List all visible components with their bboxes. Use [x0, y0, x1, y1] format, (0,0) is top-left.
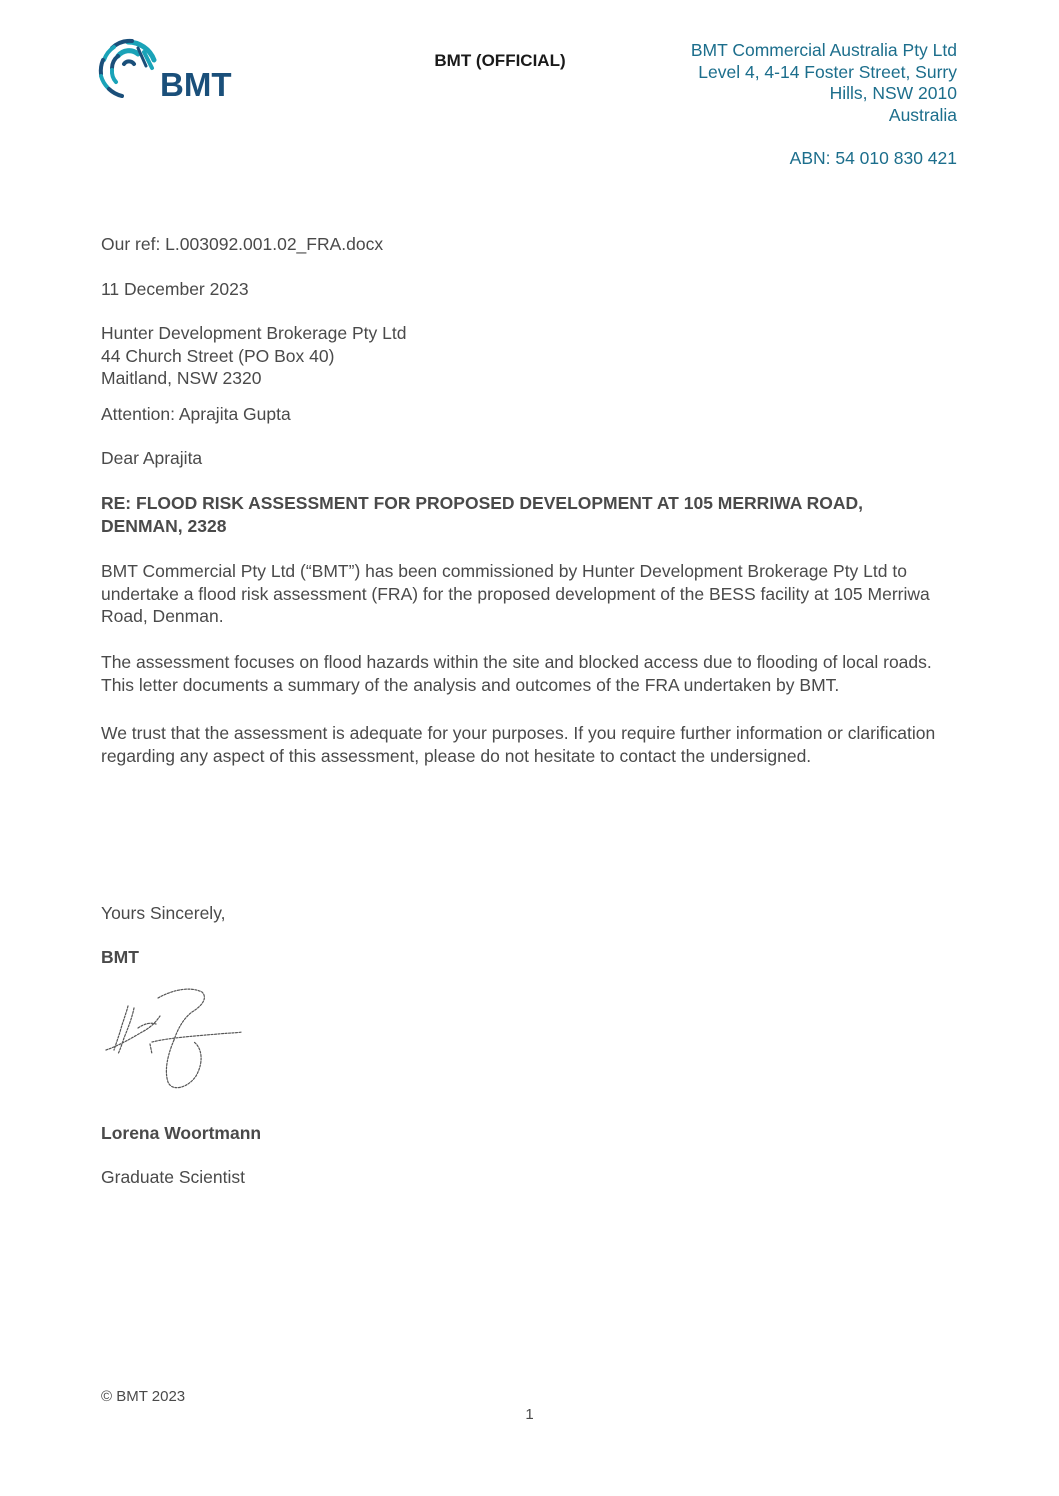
- address-line: Australia: [888, 104, 957, 125]
- body-paragraph-1: BMT Commercial Pty Ltd (“BMT”) has been commissioned by Hunter Development Brokerage Pty Ltd to undertake a flood risk assessment (FRA) for the proposed development of the BESS facility at 105 Merriwa Road, Denman.: [101, 561, 930, 626]
- handwritten-signature: [98, 988, 248, 1096]
- closing: Yours Sincerely,: [101, 903, 226, 923]
- signing-company: BMT: [101, 947, 139, 967]
- salutation: Dear Aprajita: [101, 448, 203, 468]
- address-line: BMT Commercial Australia Pty Ltd: [690, 40, 957, 60]
- subject-line: DENMAN, 2328: [101, 515, 227, 536]
- footer-copyright: © BMT 2023: [101, 1388, 186, 1405]
- logo-wordmark: BMT: [160, 66, 232, 102]
- body-paragraph-2: The assessment focuses on flood hazards within the site and blocked access due to flooding of local roads. This letter documents a summary of the analysis and outcomes of the FRA undertaken by BMT.: [101, 652, 932, 695]
- body-paragraph-3: We trust that the assessment is adequate for your purposes. If you require further information or clarification regarding any aspect of this assessment, please do not hesitate to contact the undersigned.: [101, 723, 936, 766]
- signatory-name: Lorena Woortmann: [101, 1123, 262, 1143]
- letter-date: 11 December 2023: [101, 279, 249, 299]
- company-address: [537, 40, 957, 126]
- bmt-logo: [98, 38, 240, 102]
- recipient-line: Maitland, NSW 2320: [101, 368, 262, 388]
- attention-line: Attention: Aprajita Gupta: [101, 404, 291, 424]
- subject-heading: [101, 492, 961, 537]
- subject-line: RE: FLOOD RISK ASSESSMENT FOR PROPOSED DEVELOPMENT AT 105 MERRIWA ROAD,: [101, 493, 863, 513]
- address-line: Hills, NSW 2010: [829, 83, 957, 103]
- recipient-line: 44 Church Street (PO Box 40): [101, 345, 335, 366]
- classification-label: BMT (OFFICIAL): [434, 51, 566, 70]
- recipient-address: [101, 322, 406, 390]
- address-line: Level 4, 4-14 Foster Street, Surry: [698, 61, 957, 82]
- our-reference: Our ref: L.003092.001.02_FRA.docx: [101, 234, 384, 254]
- recipient-line: Hunter Development Brokerage Pty Ltd: [101, 323, 407, 343]
- abn-number: ABN: 54 010 830 421: [789, 148, 957, 168]
- signature-image: [98, 988, 248, 1096]
- page-number: 1: [525, 1406, 534, 1423]
- bmt-globe-icon: [98, 38, 240, 102]
- signatory-title: Graduate Scientist: [101, 1167, 245, 1187]
